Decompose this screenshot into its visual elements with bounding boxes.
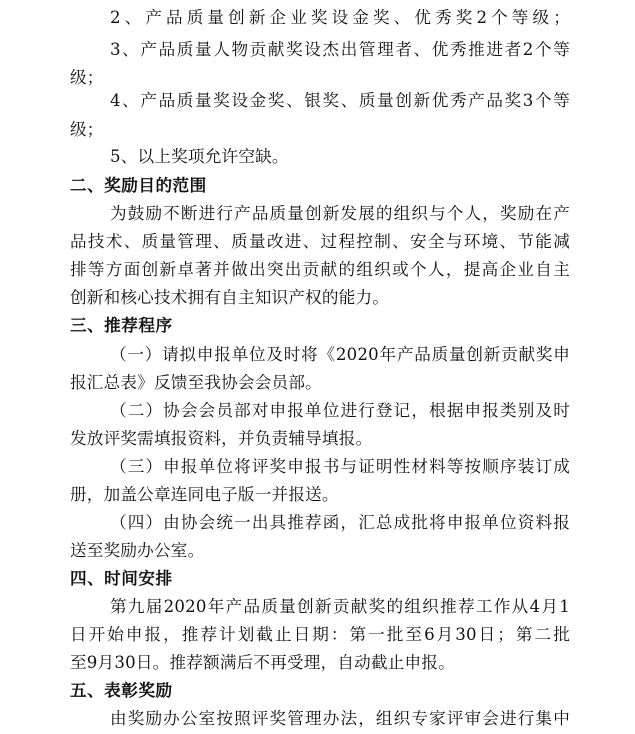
section-4-paragraph-line-3: 至9月30日。推荐额满后不再受理，自动截止申报。	[70, 653, 455, 672]
section-3-heading: 三、推荐程序	[70, 316, 173, 335]
award-level-item-2: 2、产品质量创新企业奖设金奖、优秀奖2个等级；	[110, 8, 570, 27]
section-3-step-3-line-1: （三）申报单位将评奖申报书与证明性材料等按顺序装订成	[110, 457, 570, 476]
award-level-item-4-line-2: 级；	[70, 120, 104, 139]
section-4-heading: 四、时间安排	[70, 569, 173, 588]
section-3-step-3-line-2: 册，加盖公章连同电子版一并报送。	[70, 485, 339, 504]
section-4-paragraph-line-1: 第九届2020年产品质量创新贡献奖的组织推荐工作从4月1	[110, 597, 570, 616]
section-3-step-1-line-1: （一）请拟申报单位及时将《2020年产品质量创新贡献奖申	[110, 345, 570, 364]
section-2-paragraph-line-2: 品技术、质量管理、质量改进、过程控制、安全与环境、节能减	[70, 232, 570, 251]
section-3-step-4-line-2: 送至奖励办公室。	[70, 541, 205, 560]
section-4-paragraph-line-2: 日开始申报，推荐计划截止日期：第一批至6月30日；第二批	[70, 625, 570, 644]
section-2-paragraph-line-4: 创新和核心技术拥有自主知识产权的能力。	[70, 288, 390, 307]
section-2-paragraph-line-3: 排等方面创新卓著并做出突出贡献的组织或个人，提高企业自主	[70, 260, 570, 279]
section-3-step-1-line-2: 报汇总表》反馈至我协会会员部。	[70, 373, 322, 392]
award-level-item-5: 5、以上奖项允许空缺。	[110, 147, 289, 166]
section-5-heading: 五、表彰奖励	[70, 681, 173, 700]
section-3-step-2-line-2: 发放评奖需填报资料，并负责辅导填报。	[70, 429, 373, 448]
section-3-step-4-line-1: （四）由协会统一出具推荐函，汇总成批将申报单位资料报	[110, 513, 570, 532]
section-2-heading: 二、奖励目的范围	[70, 176, 207, 195]
award-level-item-3-line-1: 3、产品质量人物贡献奖设杰出管理者、优秀推进者2个等	[110, 40, 570, 59]
section-2-paragraph-line-1: 为鼓励不断进行产品质量创新发展的组织与个人，奖励在产	[110, 204, 570, 223]
section-5-paragraph-line-1: 由奖励办公室按照评奖管理办法，组织专家评审会进行集中	[110, 709, 570, 728]
award-level-item-3-line-2: 级；	[70, 68, 104, 87]
award-level-item-4-line-1: 4、产品质量奖设金奖、银奖、质量创新优秀产品奖3个等	[110, 91, 570, 110]
section-3-step-2-line-1: （二）协会会员部对申报单位进行登记，根据申报类别及时	[110, 401, 570, 420]
